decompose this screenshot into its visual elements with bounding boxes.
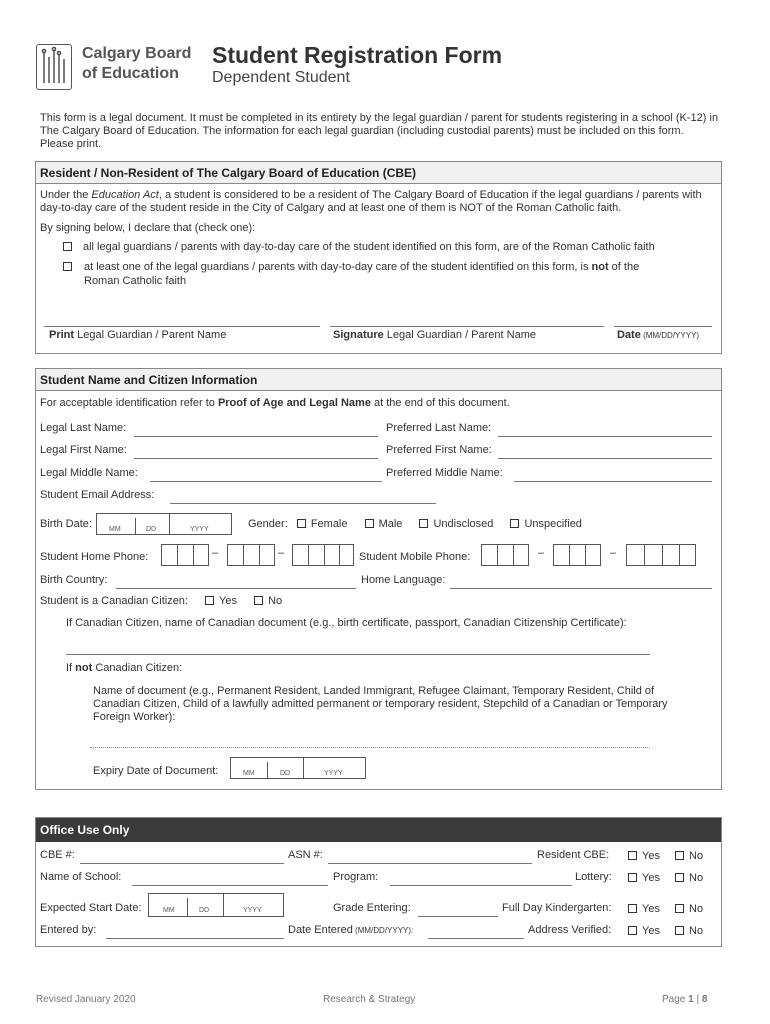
home-language-field[interactable] (450, 588, 712, 589)
start-mm: MM (163, 907, 175, 914)
gender-female-label: Female (310, 518, 348, 530)
lottery-yes-checkbox[interactable] (628, 873, 637, 882)
resident-cbe-label: Resident CBE: (537, 849, 610, 861)
intro-text: This form is a legal document. It must be completed in its entirety by the legal guardian / parent for students registering in a school (K-12) in The Calgary Board of Education. The information for each legal guardian (including custodial parents) must be included on this form. Please print. (40, 112, 719, 150)
birth-divider-2 (169, 514, 170, 535)
residency-paragraph (40, 189, 715, 215)
verified-yes: Yes (642, 925, 660, 937)
citizen-label: Student is a Canadian Citizen: (40, 595, 188, 607)
fdk-no: No (689, 903, 704, 915)
home-phone-dash-1: – (212, 547, 219, 559)
gender-female-checkbox[interactable] (297, 519, 306, 528)
verified-no-checkbox[interactable] (675, 926, 684, 935)
birth-mm: MM (109, 526, 121, 533)
gender-group (248, 518, 582, 530)
gender-unspecified-label: Unspecified (524, 518, 582, 530)
start-yyyy: YYYY (243, 907, 262, 914)
citizen-yes-label: Yes (219, 595, 237, 607)
mobile-phone-dash-2: – (610, 547, 617, 559)
birth-country-label: Birth Country: (40, 574, 108, 586)
grade-field[interactable] (418, 916, 498, 917)
entered-by-label: Entered by: (40, 924, 97, 936)
non-citizen-document-field[interactable] (90, 747, 650, 748)
resident-cbe-yes: Yes (642, 850, 660, 862)
citizen-yes-checkbox[interactable] (205, 596, 214, 605)
date-entered-format: (MM/DD/YYYY): (352, 926, 414, 935)
resident-cbe-no-checkbox[interactable] (675, 851, 684, 860)
sig-rest: Legal Guardian / Parent Name (383, 329, 536, 341)
footer-revised: Revised January 2020 (36, 994, 136, 1005)
date-entered-label (288, 924, 413, 936)
page-title: Student Registration Form (212, 42, 503, 68)
home-phone-area[interactable] (161, 544, 209, 566)
page-number: 1 (688, 994, 694, 1005)
if-citizen-text: If Canadian Citizen, name of Canadian document (e.g., birth certificate, passport, Canadian Citizenship Certificate): (66, 617, 627, 629)
date-entered-field[interactable] (428, 938, 524, 939)
mobile-phone-dash-1: – (538, 547, 545, 559)
cbe-label: CBE #: (40, 849, 75, 861)
if-not-a: If (66, 662, 76, 674)
org-name (82, 44, 191, 84)
expiry-dd: DD (280, 770, 291, 777)
page-subtitle: Dependent Student (212, 69, 350, 86)
page-sep: | (693, 994, 702, 1005)
sig-bold: Signature (333, 329, 384, 341)
birth-country-field[interactable] (116, 588, 356, 589)
if-not-citizen (66, 662, 182, 674)
fdk-no-checkbox[interactable] (675, 904, 684, 913)
legal-middle-field[interactable] (150, 481, 382, 482)
pref-last-label: Preferred Last Name: (386, 422, 492, 434)
gender-undisclosed-label: Undisclosed (433, 518, 494, 530)
legal-first-field[interactable] (134, 458, 378, 459)
expiry-mm: MM (243, 770, 255, 777)
date-label (617, 329, 699, 341)
verified-yes-checkbox[interactable] (628, 926, 637, 935)
lottery-no-checkbox[interactable] (675, 873, 684, 882)
page-prefix: Page (662, 994, 689, 1005)
lottery-label: Lottery: (575, 871, 612, 883)
pref-middle-field[interactable] (514, 481, 712, 482)
email-label: Student Email Address: (40, 489, 155, 501)
date-entered-text: Date Entered (288, 924, 353, 936)
mobile-phone-area[interactable] (481, 544, 529, 566)
program-label: Program: (333, 871, 379, 883)
residency-para-a: Under the (40, 189, 92, 201)
start-divider-1 (187, 898, 188, 917)
home-language-label: Home Language: (361, 574, 446, 586)
verified-options (628, 925, 703, 937)
option2-a: at least one of the legal guardians / parents with day-to-day care of the student identified on this form, is (84, 261, 592, 273)
verified-no: No (689, 925, 704, 937)
expiry-yyyy: YYYY (324, 770, 343, 777)
school-label: Name of School: (40, 871, 122, 883)
program-field[interactable] (390, 885, 572, 886)
doc-name-text: Name of document (e.g., Permanent Resident, Landed Immigrant, Refugee Claimant, Temporary Resident, Child of Canadian Citizen, Child of a lawfully admitted permanent or temporary resident, Stepchild of a Canadian or Temporary Foreign Worker): (93, 685, 668, 723)
lottery-options (628, 872, 703, 884)
gender-male-label: Male (378, 518, 403, 530)
if-not-bold: not (75, 662, 93, 674)
id-a: For acceptable identification refer to (40, 397, 218, 409)
pref-first-label: Preferred First Name: (386, 444, 492, 456)
start-date-label: Expected Start Date: (40, 902, 142, 914)
print-name-line[interactable] (44, 326, 320, 327)
footer-page (662, 994, 707, 1005)
legal-first-label: Legal First Name: (40, 444, 127, 456)
cbe-logo-icon (37, 45, 71, 89)
org-name-line1: Calgary Board (82, 45, 192, 62)
asn-label: ASN #: (288, 849, 323, 861)
fdk-yes-checkbox[interactable] (628, 904, 637, 913)
declare-text: By signing below, I declare that (check one): (40, 222, 256, 234)
citizen-no-checkbox[interactable] (254, 596, 263, 605)
if-not-b: Canadian Citizen: (92, 662, 183, 674)
id-b: at the end of this document. (370, 397, 510, 409)
citizen-document-field[interactable] (66, 654, 650, 655)
gender-undisclosed-checkbox[interactable] (419, 519, 428, 528)
birth-date-field[interactable] (96, 513, 232, 535)
signature-label (333, 329, 536, 341)
email-field[interactable] (170, 503, 436, 504)
student-heading: Student Name and Citizen Information (36, 369, 721, 391)
grade-label: Grade Entering: (333, 902, 411, 914)
date-line[interactable] (614, 326, 712, 327)
asn-field[interactable] (328, 863, 532, 864)
fdk-label: Full Day Kindergarten: (502, 902, 612, 914)
date-bold: Date (617, 329, 641, 341)
school-field[interactable] (132, 885, 328, 886)
pref-last-field[interactable] (498, 436, 712, 437)
home-phone-line[interactable] (292, 544, 354, 566)
fdk-yes: Yes (642, 903, 660, 915)
option-not-catholic[interactable] (63, 260, 663, 288)
org-name-line2: of Education (82, 65, 179, 82)
footer-dept: Research & Strategy (323, 994, 416, 1005)
resident-cbe-yes-checkbox[interactable] (628, 851, 637, 860)
education-act: Education Act (91, 189, 159, 201)
expiry-date-field[interactable] (230, 757, 366, 779)
gender-unspecified-checkbox[interactable] (510, 519, 519, 528)
citizen-no-label: No (268, 595, 283, 607)
page-total: 8 (701, 994, 708, 1005)
home-phone-prefix[interactable] (227, 544, 275, 566)
citizen-group (40, 595, 282, 607)
legal-last-label: Legal Last Name: (40, 422, 127, 434)
signature-line[interactable] (330, 326, 604, 327)
lottery-yes: Yes (642, 872, 660, 884)
cbe-logo (36, 44, 72, 90)
gender-male-checkbox[interactable] (365, 519, 374, 528)
start-date-field[interactable] (148, 893, 284, 917)
option2-bold: not (591, 261, 609, 273)
birth-yyyy: YYYY (190, 526, 209, 533)
home-phone-dash-2: – (278, 547, 285, 559)
birth-dd: DD (146, 526, 157, 533)
lottery-no: No (689, 872, 704, 884)
gender-label: Gender: (248, 518, 288, 530)
resident-cbe-options (628, 850, 703, 862)
expiry-label: Expiry Date of Document: (93, 765, 219, 777)
legal-last-field[interactable] (134, 436, 378, 437)
print-rest: Legal Guardian / Parent Name (74, 329, 227, 341)
option-catholic-label: all legal guardians / parents with day-to-day care of the student identified on this form, are of the Roman Catholic faith (83, 241, 655, 253)
pref-middle-label: Preferred Middle Name: (386, 467, 503, 479)
print-name-label (49, 329, 226, 341)
residency-para-b: , a student is considered to be a resident of The Calgary Board of Education if the legal guardians / parents with day-to-day care of the student reside in the City of Calgary and at least one of them is NOT of the Roman Catholic faith. (40, 189, 702, 214)
option-catholic-checkbox[interactable] (63, 242, 72, 251)
expiry-divider-2 (303, 758, 304, 779)
home-phone-label: Student Home Phone: (40, 551, 149, 563)
pref-first-field[interactable] (498, 458, 712, 459)
start-dd: DD (199, 907, 210, 914)
option-catholic[interactable] (63, 241, 713, 253)
print-bold: Print (49, 329, 75, 341)
entered-by-field[interactable] (106, 938, 284, 939)
residency-heading: Resident / Non-Resident of The Calgary Board of Education (CBE) (36, 162, 721, 184)
birth-date-label: Birth Date: (40, 518, 92, 530)
cbe-field[interactable] (80, 863, 284, 864)
mobile-phone-label: Student Mobile Phone: (359, 551, 471, 563)
resident-cbe-no: No (689, 850, 704, 862)
option-not-catholic-label (84, 260, 663, 288)
id-bold: Proof of Age and Legal Name (217, 397, 371, 409)
start-divider-2 (223, 894, 224, 917)
option-not-catholic-checkbox[interactable] (63, 262, 72, 271)
id-reference (40, 397, 510, 409)
date-format: (MM/DD/YYYY) (640, 331, 700, 340)
legal-middle-label: Legal Middle Name: (40, 467, 138, 479)
expiry-divider-1 (267, 762, 268, 779)
mobile-phone-prefix[interactable] (553, 544, 601, 566)
option2-b: of the Roman Catholic faith (84, 261, 640, 287)
address-verified-label: Address Verified: (528, 924, 612, 936)
birth-divider-1 (135, 518, 136, 535)
fdk-options (628, 903, 703, 915)
mobile-phone-line[interactable] (626, 544, 696, 566)
office-heading: Office Use Only (36, 818, 721, 842)
